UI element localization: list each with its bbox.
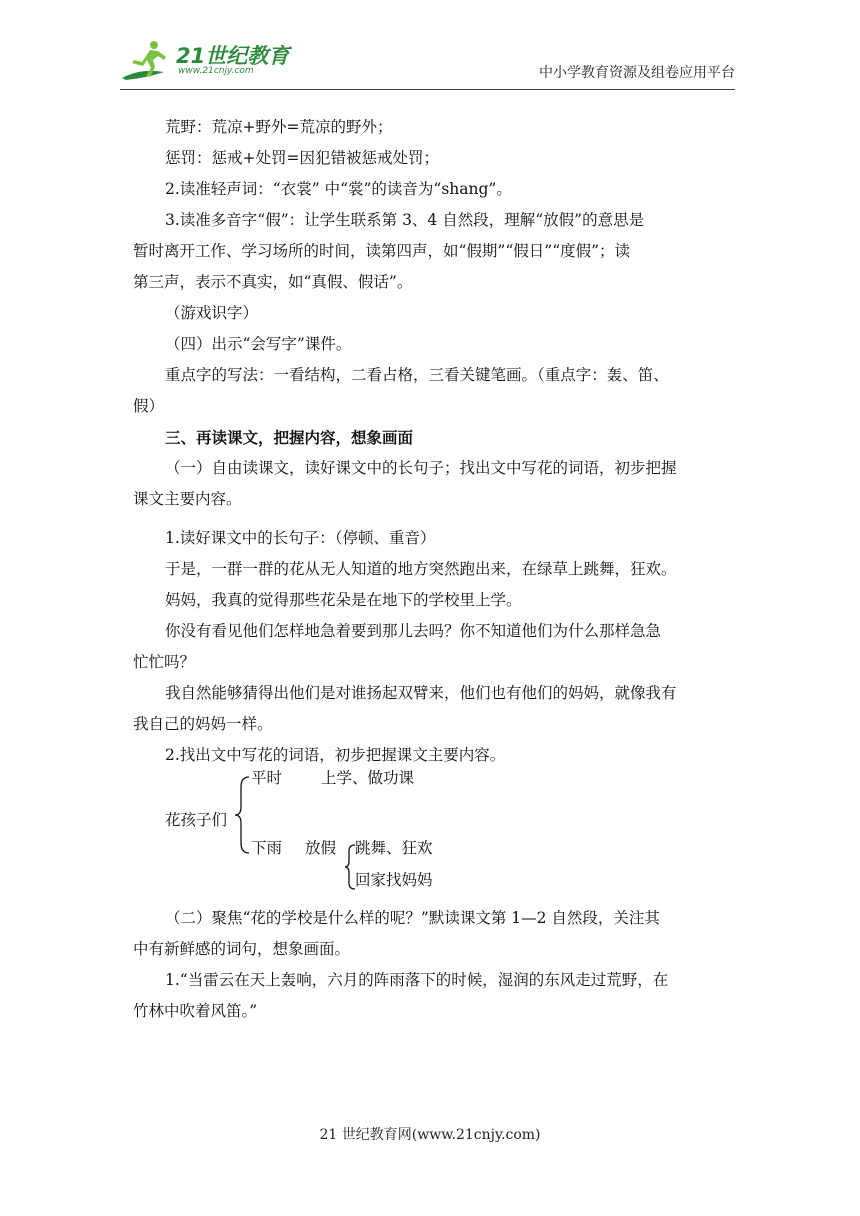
tree-branch-value: 上学、做功课 xyxy=(321,769,415,787)
text-line: 我自然能够猜得出他们是对谁扬起双臂来，他们也有他们的妈妈，就像我有 xyxy=(165,684,677,702)
text-line: 2.找出文中写花的词语，初步把握课文主要内容。 xyxy=(165,746,506,764)
text-line: 3.读准多音字“假”：让学生联系第 3、4 自然段，理解“放假”的意思是 xyxy=(165,211,645,229)
text-line: 重点字的写法：一看结构，二看占格，三看关键笔画。（重点字：轰、笛、 xyxy=(165,366,669,384)
text-line: （二）聚焦“花的学校是什么样的呢？”默读课文第 1—2 自然段，关注其 xyxy=(165,909,660,927)
document-body xyxy=(133,112,735,1027)
tree-branch-label: 下雨 xyxy=(251,839,283,857)
text-line: 课文主要内容。 xyxy=(133,490,242,508)
text-line: 暂时离开工作、学习场所的时间，读第四声，如“假期”“假日”“度假”；读 xyxy=(133,242,631,260)
page-header xyxy=(120,38,735,90)
text-line: 假） xyxy=(133,397,165,415)
text-line: （一）自由读课文，读好课文中的长句子；找出文中写花的词语，初步把握 xyxy=(165,459,677,477)
runner-logo-icon xyxy=(120,38,176,82)
section-heading: 三、再读课文，把握内容，想象画面 xyxy=(165,428,414,447)
platform-title: 中小学教育资源及组卷应用平台 xyxy=(539,65,735,81)
tree-leaf: 回家找妈妈 xyxy=(355,871,433,889)
page-footer: 21 世纪教育网(www.21cnjy.com) xyxy=(319,1127,541,1143)
text-line: 2.读准轻声词：“衣裳” 中“裳”的读音为“shang”。 xyxy=(165,180,512,198)
text-line: 你没有看见他们怎样地急着要到那儿去吗？你不知道他们为什么那样急急 xyxy=(165,622,662,640)
header-divider xyxy=(120,89,735,90)
text-line: 忙忙吗？ xyxy=(133,653,196,671)
text-line: （四）出示“会写字”课件。 xyxy=(165,335,352,353)
tree-branch-label: 平时 xyxy=(251,769,283,787)
text-line: 于是，一群一群的花从无人知道的地方突然跑出来，在绿草上跳舞，狂欢。 xyxy=(165,560,677,578)
logo-text: 21世纪教育 xyxy=(176,44,290,68)
text-line: 妈妈，我真的觉得那些花朵是在地下的学校里上学。 xyxy=(165,591,522,609)
text-line: 中有新鲜感的词句，想象画面。 xyxy=(133,940,351,958)
text-line: 1.“当雷云在天上轰响，六月的阵雨落下的时候，湿润的东风走过荒野，在 xyxy=(165,971,669,989)
logo xyxy=(120,38,290,84)
tree-root: 花孩子们 xyxy=(165,811,228,829)
text-line: 荒野：荒凉+野外=荒凉的野外； xyxy=(165,118,393,136)
text-line: 第三声，表示不真实，如“真假、假话”。 xyxy=(133,273,413,291)
tree-leaf: 跳舞、狂欢 xyxy=(355,839,433,857)
text-line: 我自己的妈妈一样。 xyxy=(133,715,273,733)
tree-branch-mid: 放假 xyxy=(305,839,337,857)
logo-url: www.21cnjy.com xyxy=(178,66,254,76)
text-line: 竹林中吹着风笛。” xyxy=(133,1002,258,1020)
text-line: 1.读好课文中的长句子：（停顿、重音） xyxy=(165,529,436,547)
text-line: （游戏识字） xyxy=(165,304,259,322)
text-line: 惩罚：惩戒+处罚=因犯错被惩戒处罚； xyxy=(165,149,439,167)
tree-brace xyxy=(233,775,253,855)
flower-tree-diagram xyxy=(165,771,735,903)
